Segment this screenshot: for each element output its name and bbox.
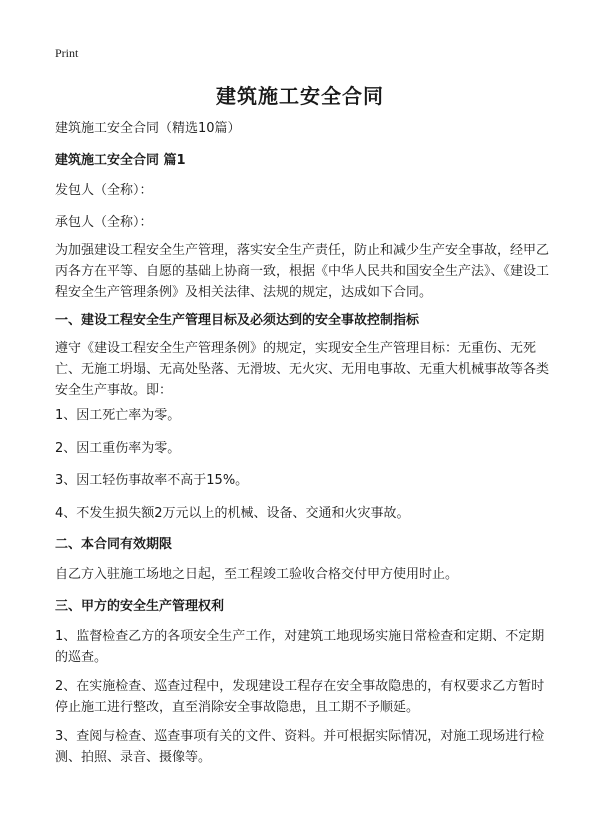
section1-item: 4、不发生损失额2万元以上的机械、设备、交通和火灾事故。 bbox=[55, 506, 410, 521]
intro-paragraph: 为加强建设工程安全生产管理，落实安全生产责任，防止和减少生产安全事故，经甲乙丙各方在平等、自愿的基础上协商一致，根据《中华人民共和国安全生产法》、《建设工程安全生产管理条例》及相关法律、法规的规定，达成如下合同。 bbox=[55, 243, 550, 300]
party-a-line: 发包人（全称）： bbox=[55, 183, 153, 198]
section1-body: 遵守《建设工程安全生产管理条例》的规定，实现安全生产管理目标：无重伤、无死亡、无施工坍塌、无高处坠落、无滑坡、无火灾、无用电事故、无重大机械事故等各类安全生产事故。即： bbox=[55, 341, 550, 398]
section3-item: 3、查阅与检查、巡查事项有关的文件、资料。并可根据实际情况，对施工现场进行检测、拍照、录音、摄像等。 bbox=[55, 729, 545, 765]
section2-heading: 二、本合同有效期限 bbox=[55, 537, 173, 552]
section1-heading: 一、建设工程安全生产管理目标及必须达到的安全事故控制指标 bbox=[55, 313, 420, 328]
section1-item: 3、因工轻伤事故率不高于15%。 bbox=[55, 473, 249, 488]
section3-item: 2、在实施检查、巡查过程中，发现建设工程存在安全事故隐患的，有权要求乙方暂时停止施工进行整改，直至消除安全事故隐患，且工期不予顺延。 bbox=[55, 679, 545, 715]
section3-heading: 三、甲方的安全生产管理权利 bbox=[55, 599, 225, 614]
section3-item: 1、监督检查乙方的各项安全生产工作，对建筑工地现场实施日常检查和定期、不定期的巡查。 bbox=[55, 629, 545, 665]
print-label: Print bbox=[55, 46, 79, 60]
party-b-line: 承包人（全称）： bbox=[55, 215, 153, 230]
section1-item: 1、因工死亡率为零。 bbox=[55, 408, 181, 423]
document-title: 建筑施工安全合同 bbox=[216, 84, 384, 108]
article-heading: 建筑施工安全合同 篇1 bbox=[55, 153, 186, 168]
section1-item: 2、因工重伤率为零。 bbox=[55, 441, 181, 456]
section2-body: 自乙方入驻施工场地之日起，至工程竣工验收合格交付甲方使用时止。 bbox=[55, 567, 459, 582]
document-subtitle: 建筑施工安全合同（精选10篇） bbox=[55, 121, 241, 136]
